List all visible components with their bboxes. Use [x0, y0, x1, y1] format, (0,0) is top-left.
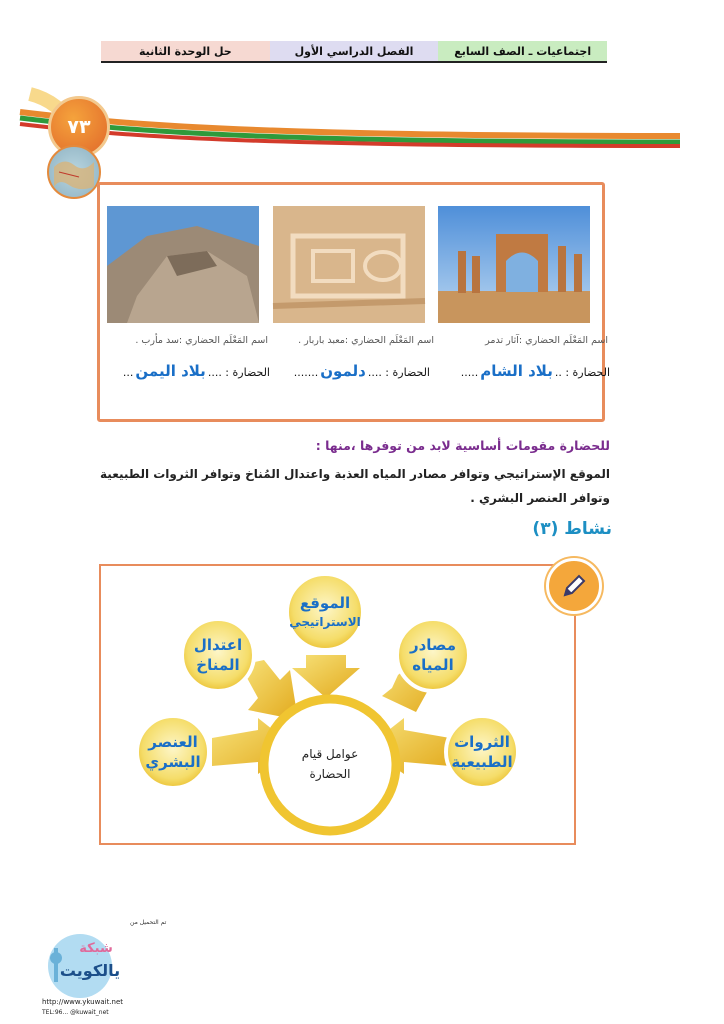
- marib-image: [107, 206, 259, 323]
- watermark-handle: TEL:96... @kuwait_net: [42, 1009, 109, 1016]
- header-term: الفصل الدراسي الأول: [270, 41, 439, 61]
- arrow-location: [292, 655, 360, 698]
- watermark-graphic: [40, 918, 167, 1018]
- label-resources-2: الطبيعية: [451, 753, 513, 771]
- civ-palmyra: [461, 362, 610, 380]
- label-water-1: مصادر: [409, 636, 457, 654]
- label-water-2: المياه: [412, 656, 454, 674]
- label-location-2: الاستراتيجي: [289, 615, 361, 629]
- civ-dots: ...: [122, 366, 134, 379]
- intro-text: للحضارة مقومات أساسية لابد من توفرها ،منها :: [315, 438, 610, 453]
- civ-dots: .......: [293, 366, 319, 379]
- page-number: ٧٣: [67, 116, 91, 138]
- caption-palmyra: اسم المَعْلَم الحضاري :آثار تدمر: [485, 335, 608, 346]
- civ-dots: .....: [460, 366, 479, 379]
- body-paragraph: الموقع الإستراتيجي وتوافر مصادر المياه العذبة واعتدال المُناخ وتوافر الثروات الطبيعية وتوافر العنصر البشري .: [100, 467, 610, 505]
- civ-answer: بلاد الشام: [480, 362, 553, 380]
- label-location-1: الموقع: [299, 594, 351, 612]
- pencil-icon: [560, 572, 588, 600]
- circle-human: [137, 716, 209, 788]
- activity-title: نشاط (٣): [532, 519, 612, 539]
- civ-label: الحضارة : ....: [207, 366, 270, 379]
- header-unit: حل الوحدة الثانية: [101, 41, 270, 61]
- palmyra-image: [438, 206, 590, 323]
- civ-marib: [123, 362, 270, 380]
- civ-label: الحضارة : ..: [554, 366, 610, 379]
- watermark-name2: يالكويت: [59, 961, 121, 980]
- pencil-badge: [546, 558, 602, 614]
- factors-diagram: [130, 570, 530, 845]
- map-thumbnail: [47, 145, 101, 199]
- civ-label: الحضارة : ....: [367, 366, 430, 379]
- civ-barbar: [294, 362, 430, 380]
- circle-water: [397, 619, 469, 691]
- watermark-logo: [40, 918, 167, 1018]
- page-header: [101, 41, 607, 63]
- marib-photo: [107, 206, 259, 323]
- label-human-1: العنصر: [148, 733, 198, 751]
- palmyra-photo: [438, 206, 590, 323]
- center-circle: [264, 699, 396, 831]
- header-subject: اجتماعيات ـ الصف السابع: [438, 41, 607, 61]
- label-resources-1: الثروات: [454, 733, 510, 751]
- barbar-photo: [273, 206, 425, 323]
- watermark-url: http://www.ykuwait.net: [42, 998, 124, 1006]
- caption-marib: اسم المَعْلَم الحضاري :سد مأرب .: [135, 335, 268, 346]
- circle-location: [287, 574, 363, 650]
- civ-answer: بلاد اليمن: [135, 362, 206, 380]
- circle-resources: [446, 716, 518, 788]
- caption-barbar: اسم المَعْلَم الحضاري :معبد باربار .: [298, 335, 434, 346]
- circle-climate: [182, 619, 254, 691]
- label-human-2: البشري: [145, 753, 201, 771]
- center-label-1: عوامل قيام: [301, 747, 359, 761]
- barbar-image: [273, 206, 425, 323]
- map-icon: [49, 147, 99, 197]
- label-climate-1: اعتدال: [193, 636, 243, 654]
- label-climate-2: المناخ: [196, 656, 240, 674]
- center-label-2: الحضارة: [309, 767, 351, 781]
- civ-answer: دلمون: [320, 362, 366, 380]
- watermark-top: تم التحميل من: [130, 919, 167, 926]
- watermark-name1: شبكة: [79, 941, 113, 956]
